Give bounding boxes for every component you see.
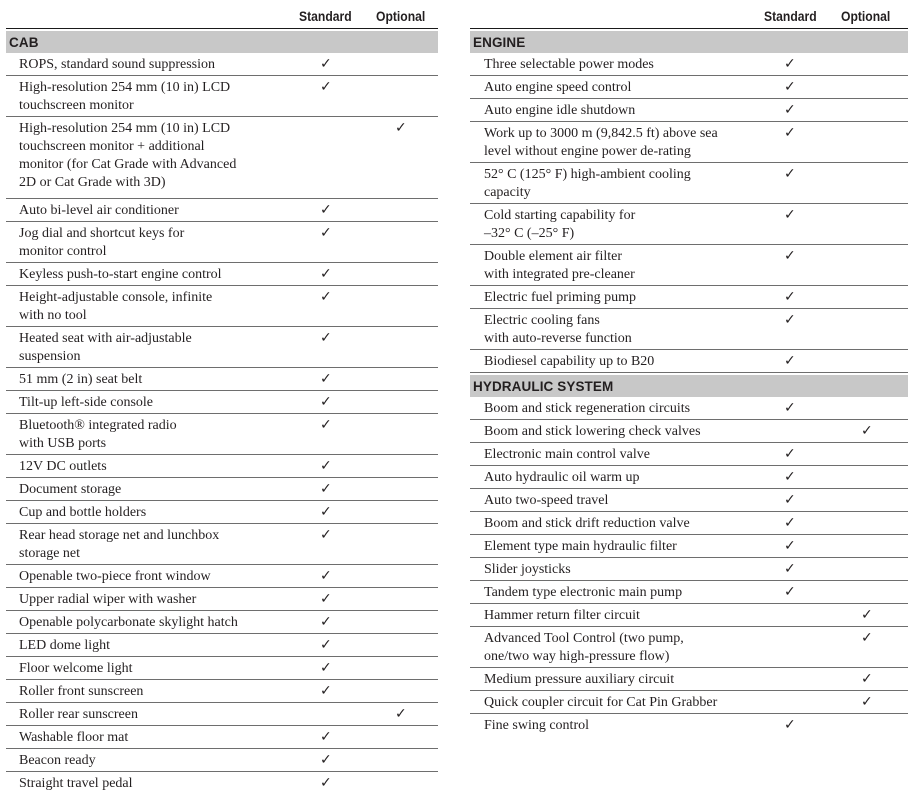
- feature-label: Electronic main control valve: [484, 447, 650, 462]
- table-row: [470, 443, 908, 466]
- section-title: HYDRAULIC SYSTEM: [470, 375, 908, 397]
- feature-label: Medium pressure auxiliary circuit: [484, 672, 675, 687]
- feature-label: Slider joysticks: [484, 562, 571, 577]
- standard-check-icon: ✓: [320, 660, 332, 676]
- feature-label: Document storage: [19, 482, 122, 497]
- table-row: [470, 286, 908, 309]
- feature-label: High-resolution 254 mm (10 in) LCD touchscreen monitor: [19, 80, 231, 113]
- optional-check-icon: ✓: [861, 423, 873, 439]
- engine-hydraulic-column: [470, 6, 908, 737]
- table-row: [470, 489, 908, 512]
- feature-label: Openable two-piece front window: [19, 569, 211, 584]
- standard-check-icon: ✓: [784, 469, 796, 485]
- table-row: [470, 466, 908, 489]
- cab-column: [6, 6, 438, 795]
- standard-check-icon: ✓: [784, 492, 796, 508]
- table-row: [470, 350, 908, 373]
- feature-label: Bluetooth® integrated radio with USB ports: [19, 418, 177, 451]
- table-row: [470, 163, 908, 204]
- standard-check-icon: ✓: [320, 591, 332, 607]
- standard-check-icon: ✓: [784, 312, 796, 328]
- feature-label: Roller rear sunscreen: [19, 707, 138, 722]
- table-row: [6, 524, 438, 565]
- feature-label: Tilt-up left-side console: [19, 395, 154, 410]
- feature-label: 52° C (125° F) high-ambient cooling capacity: [484, 167, 691, 200]
- feature-label: Auto bi-level air conditioner: [19, 203, 179, 218]
- optional-check-icon: ✓: [861, 671, 873, 687]
- table-row: [6, 726, 438, 749]
- table-row: [470, 714, 908, 737]
- standard-check-icon: ✓: [784, 561, 796, 577]
- feature-label: Heated seat with air-adjustable suspension: [19, 331, 192, 364]
- table-row: [470, 535, 908, 558]
- feature-label: Cold starting capability for –32° C (–25° F): [484, 208, 636, 241]
- feature-label: Boom and stick drift reduction valve: [484, 516, 690, 531]
- table-row: [470, 245, 908, 286]
- standard-check-icon: ✓: [320, 614, 332, 630]
- standard-check-icon: ✓: [320, 504, 332, 520]
- feature-label: 51 mm (2 in) seat belt: [19, 372, 143, 387]
- feature-label: Fine swing control: [484, 718, 589, 733]
- table-row: [6, 76, 438, 117]
- standard-check-icon: ✓: [320, 568, 332, 584]
- table-row: [6, 772, 438, 795]
- table-row: [470, 53, 908, 76]
- table-row: [6, 327, 438, 368]
- table-row: [6, 588, 438, 611]
- standard-check-icon: ✓: [784, 289, 796, 305]
- table-row: [470, 397, 908, 420]
- optional-header: Optional: [376, 9, 426, 24]
- feature-label: Tandem type electronic main pump: [484, 585, 683, 600]
- feature-label: Work up to 3000 m (9,842.5 ft) above sea level without engine power de-rating: [484, 126, 718, 159]
- table-row: [6, 117, 438, 199]
- standard-check-icon: ✓: [784, 79, 796, 95]
- standard-check-icon: ✓: [320, 330, 332, 346]
- feature-label: Openable polycarbonate skylight hatch: [19, 615, 238, 630]
- feature-label: LED dome light: [19, 638, 110, 653]
- feature-label: High-resolution 254 mm (10 in) LCD touchscreen monitor + additional monitor (for Cat Grade with Advanced 2D or Cat Grade with 3D): [19, 121, 237, 190]
- optional-check-icon: ✓: [395, 120, 407, 136]
- feature-label: Electric fuel priming pump: [484, 290, 637, 305]
- feature-label: Washable floor mat: [19, 730, 129, 745]
- feature-label: Quick coupler circuit for Cat Pin Grabber: [484, 695, 718, 710]
- standard-check-icon: ✓: [320, 56, 332, 72]
- column-header: [470, 6, 908, 29]
- standard-check-icon: ✓: [784, 125, 796, 141]
- standard-check-icon: ✓: [784, 400, 796, 416]
- table-row: [470, 309, 908, 350]
- standard-check-icon: ✓: [784, 538, 796, 554]
- feature-label: Upper radial wiper with washer: [19, 592, 197, 607]
- table-row: [470, 99, 908, 122]
- standard-check-icon: ✓: [784, 207, 796, 223]
- optional-check-icon: ✓: [861, 630, 873, 646]
- feature-label: Floor welcome light: [19, 661, 133, 676]
- table-row: [6, 199, 438, 222]
- table-row: [470, 204, 908, 245]
- table-row: [6, 414, 438, 455]
- standard-check-icon: ✓: [320, 752, 332, 768]
- standard-check-icon: ✓: [320, 481, 332, 497]
- feature-label: Three selectable power modes: [484, 57, 654, 72]
- feature-label: Element type main hydraulic filter: [484, 539, 677, 554]
- table-row: [6, 263, 438, 286]
- table-row: [6, 53, 438, 76]
- table-row: [6, 368, 438, 391]
- feature-label: Electric cooling fans with auto-reverse function: [484, 313, 632, 346]
- section-title: ENGINE: [470, 31, 908, 53]
- feature-label: 12V DC outlets: [19, 459, 107, 474]
- optional-check-icon: ✓: [861, 607, 873, 623]
- table-row: [6, 222, 438, 263]
- table-row: [470, 420, 908, 443]
- feature-label: Biodiesel capability up to B20: [484, 354, 655, 369]
- table-row: [6, 391, 438, 414]
- optional-header: Optional: [841, 9, 891, 24]
- standard-header: Standard: [299, 9, 352, 24]
- feature-label: Rear head storage net and lunchbox storage net: [19, 528, 220, 561]
- table-row: [6, 501, 438, 524]
- table-row: [6, 657, 438, 680]
- standard-header: Standard: [764, 9, 817, 24]
- standard-check-icon: ✓: [320, 394, 332, 410]
- standard-check-icon: ✓: [320, 79, 332, 95]
- feature-label: Auto engine speed control: [484, 80, 632, 95]
- table-row: [6, 286, 438, 327]
- standard-check-icon: ✓: [320, 289, 332, 305]
- table-row: [470, 76, 908, 99]
- feature-label: Advanced Tool Control (two pump, one/two way high-pressure flow): [484, 631, 684, 664]
- standard-check-icon: ✓: [784, 166, 796, 182]
- table-row: [470, 604, 908, 627]
- standard-check-icon: ✓: [320, 225, 332, 241]
- feature-label: Jog dial and shortcut keys for monitor control: [19, 226, 185, 259]
- feature-label: Auto two-speed travel: [484, 493, 609, 508]
- feature-label: Auto hydraulic oil warm up: [484, 470, 640, 485]
- standard-check-icon: ✓: [784, 717, 796, 733]
- table-row: [470, 512, 908, 535]
- feature-label: Straight travel pedal: [19, 776, 133, 791]
- table-row: [6, 680, 438, 703]
- table-row: [470, 668, 908, 691]
- table-row: [6, 634, 438, 657]
- standard-check-icon: ✓: [320, 371, 332, 387]
- standard-check-icon: ✓: [320, 266, 332, 282]
- table-row: [6, 565, 438, 588]
- table-row: [6, 703, 438, 726]
- feature-label: Beacon ready: [19, 753, 96, 768]
- feature-label: Auto engine idle shutdown: [484, 103, 636, 118]
- standard-check-icon: ✓: [320, 458, 332, 474]
- standard-check-icon: ✓: [320, 729, 332, 745]
- table-row: [6, 749, 438, 772]
- feature-label: Boom and stick lowering check valves: [484, 424, 701, 439]
- table-row: [470, 122, 908, 163]
- table-row: [470, 581, 908, 604]
- standard-check-icon: ✓: [320, 683, 332, 699]
- feature-label: Double element air filter with integrated pre-cleaner: [484, 249, 635, 282]
- feature-table: [6, 31, 438, 795]
- standard-check-icon: ✓: [784, 248, 796, 264]
- section-title: CAB: [6, 31, 438, 53]
- table-row: [470, 627, 908, 668]
- standard-check-icon: ✓: [320, 202, 332, 218]
- standard-check-icon: ✓: [784, 102, 796, 118]
- standard-check-icon: ✓: [784, 584, 796, 600]
- standard-check-icon: ✓: [320, 775, 332, 791]
- feature-label: Boom and stick regeneration circuits: [484, 401, 691, 416]
- optional-check-icon: ✓: [861, 694, 873, 710]
- table-row: [470, 558, 908, 581]
- table-row: [6, 478, 438, 501]
- standard-check-icon: ✓: [784, 515, 796, 531]
- feature-table: [470, 31, 908, 737]
- feature-label: Height-adjustable console, infinite with no tool: [19, 290, 213, 323]
- standard-check-icon: ✓: [320, 637, 332, 653]
- feature-label: Cup and bottle holders: [19, 505, 147, 520]
- optional-check-icon: ✓: [395, 706, 407, 722]
- standard-check-icon: ✓: [320, 527, 332, 543]
- feature-label: Hammer return filter circuit: [484, 608, 640, 623]
- standard-check-icon: ✓: [784, 446, 796, 462]
- standard-check-icon: ✓: [320, 417, 332, 433]
- standard-check-icon: ✓: [784, 353, 796, 369]
- feature-label: Keyless push-to-start engine control: [19, 267, 222, 282]
- column-header: [6, 6, 438, 29]
- standard-check-icon: ✓: [784, 56, 796, 72]
- table-row: [6, 455, 438, 478]
- table-row: [470, 691, 908, 714]
- feature-label: ROPS, standard sound suppression: [19, 57, 216, 72]
- feature-label: Roller front sunscreen: [19, 684, 144, 699]
- table-row: [6, 611, 438, 634]
